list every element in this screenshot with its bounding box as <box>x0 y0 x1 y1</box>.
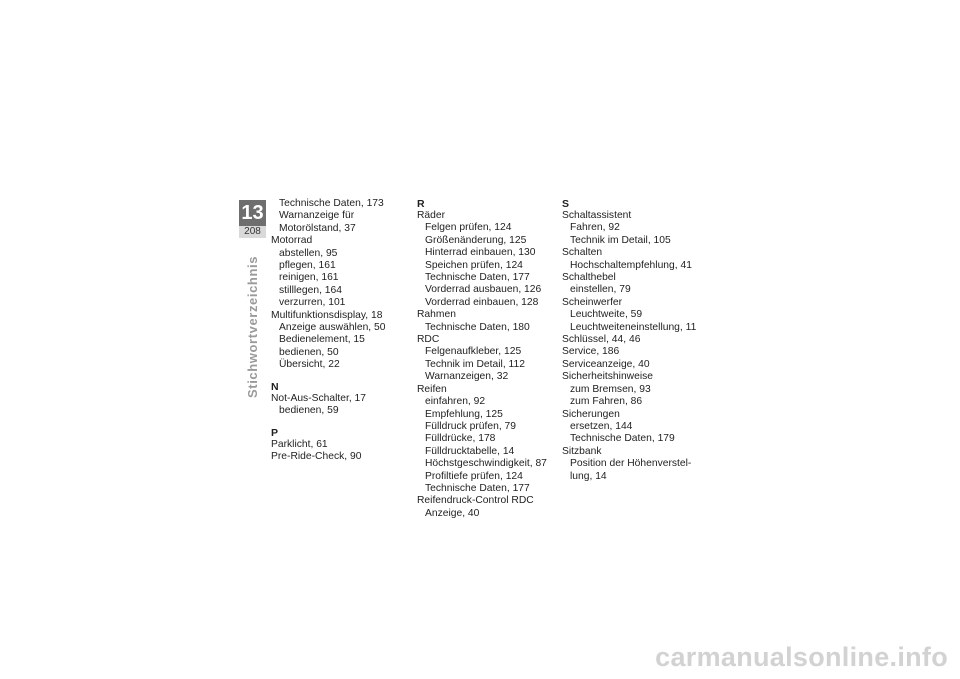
index-column-3 <box>562 198 696 483</box>
index-entry: Schlüssel, 44, 46 <box>562 334 641 346</box>
index-subentry: Technische Daten, 173 <box>279 198 384 209</box>
index-subentry: einstellen, 79 <box>570 284 631 296</box>
index-subentry: reinigen, 161 <box>279 272 339 284</box>
index-subentry: Motorölstand, 37 <box>279 222 356 234</box>
index-entry: Schalten <box>562 247 603 259</box>
section-gap <box>271 372 385 381</box>
index-subentry: Technische Daten, 179 <box>570 433 675 445</box>
index-subentry: Vorderrad einbauen, 128 <box>425 296 539 308</box>
index-subentry: Empfehlung, 125 <box>425 408 503 420</box>
index-subentry: Leuchtweite, 59 <box>570 309 643 321</box>
index-entry: Service, 186 <box>562 346 620 358</box>
index-subentry: einfahren, 92 <box>425 396 486 408</box>
index-subentry: Warnanzeigen, 32 <box>425 371 509 383</box>
index-subentry: Technische Daten, 177 <box>425 482 530 494</box>
index-subentry: Anzeige, 40 <box>425 507 480 519</box>
index-subentry: Höchstgeschwindigkeit, 87 <box>425 458 547 470</box>
index-subentry: Felgen prüfen, 124 <box>425 222 512 234</box>
index-entry: Sitzbank <box>562 445 602 457</box>
index-subentry: zum Fahren, 86 <box>570 396 643 408</box>
chapter-badge <box>239 200 266 238</box>
index-subentry: Profiltiefe prüfen, 124 <box>425 470 523 482</box>
section-gap <box>271 418 385 427</box>
index-letter-heading: S <box>562 198 570 210</box>
index-letter-heading: P <box>271 426 279 439</box>
index-entry: Pre-Ride-Check, 90 <box>271 450 362 462</box>
index-subentry: pflegen, 161 <box>279 260 336 272</box>
index-entry: Reifen <box>417 383 447 395</box>
index-entry: Räder <box>417 210 446 221</box>
chapter-number: 13 <box>241 202 264 224</box>
page-number: 208 <box>239 226 266 238</box>
index-subentry: lung, 14 <box>570 470 607 482</box>
index-entry: Sicherheitshinweise <box>562 371 654 383</box>
index-entry: Motorrad <box>271 235 313 247</box>
index-subentry: Warnanzeige für <box>279 210 355 222</box>
index-subentry: Fülldrücke, 178 <box>425 433 496 445</box>
index-subentry: Technische Daten, 180 <box>425 321 530 333</box>
index-subentry: verzurren, 101 <box>279 297 346 309</box>
index-column-1 <box>271 198 385 463</box>
index-subentry: Position der Höhenverstel- <box>570 458 692 470</box>
index-letter-heading: R <box>417 198 425 210</box>
index-subentry: stilllegen, 164 <box>279 284 342 296</box>
index-letter-heading: N <box>271 380 279 393</box>
index-subentry: Fahren, 92 <box>570 222 620 234</box>
index-subentry: Leuchtweiteneinstellung, 11 <box>570 321 697 333</box>
index-entry: Multifunktionsdisplay, 18 <box>271 309 383 321</box>
index-entry: Sicherungen <box>562 408 620 420</box>
index-entry: Parklicht, 61 <box>271 438 328 450</box>
index-subentry: Technische Daten, 177 <box>425 272 530 284</box>
index-subentry: Technik im Detail, 112 <box>425 358 525 370</box>
index-subentry: Übersicht, 22 <box>279 359 340 371</box>
index-subentry: zum Bremsen, 93 <box>570 383 651 395</box>
index-subentry: bedienen, 50 <box>279 346 339 358</box>
watermark: carmanualsonline.info <box>655 642 948 672</box>
index-entry: Schaltassistent <box>562 210 632 221</box>
index-subentry: bedienen, 59 <box>279 405 339 417</box>
index-entry: Scheinwerfer <box>562 296 623 308</box>
index-subentry: abstellen, 95 <box>279 247 338 259</box>
index-subentry: Fülldruck prüfen, 79 <box>425 420 517 432</box>
index-subentry: Anzeige auswählen, 50 <box>279 322 386 334</box>
index-subentry: Felgenaufkleber, 125 <box>425 346 522 358</box>
chapter-title: Stichwortverzeichnis <box>245 255 260 398</box>
index-subentry: Speichen prüfen, 124 <box>425 259 523 271</box>
index-subentry: Vorderrad ausbauen, 126 <box>425 284 542 296</box>
index-entry: Serviceanzeige, 40 <box>562 358 650 370</box>
index-entry: Rahmen <box>417 309 456 321</box>
index-subentry: Größenänderung, 125 <box>425 234 527 246</box>
index-subentry: Technik im Detail, 105 <box>570 234 671 246</box>
index-subentry: Fülldrucktabelle, 14 <box>425 445 515 457</box>
index-subentry: Hochschaltempfehlung, 41 <box>570 259 692 271</box>
index-subentry: ersetzen, 144 <box>570 420 633 432</box>
index-subentry: Bedienelement, 15 <box>279 334 365 346</box>
index-subentry: Hinterrad einbauen, 130 <box>425 247 536 259</box>
index-entry: Reifendruck-Control RDC <box>417 495 534 507</box>
index-entry: Not-Aus-Schalter, 17 <box>271 392 367 404</box>
index-entry: RDC <box>417 334 440 346</box>
index-entry: Schalthebel <box>562 272 616 284</box>
index-column-2 <box>417 198 547 520</box>
